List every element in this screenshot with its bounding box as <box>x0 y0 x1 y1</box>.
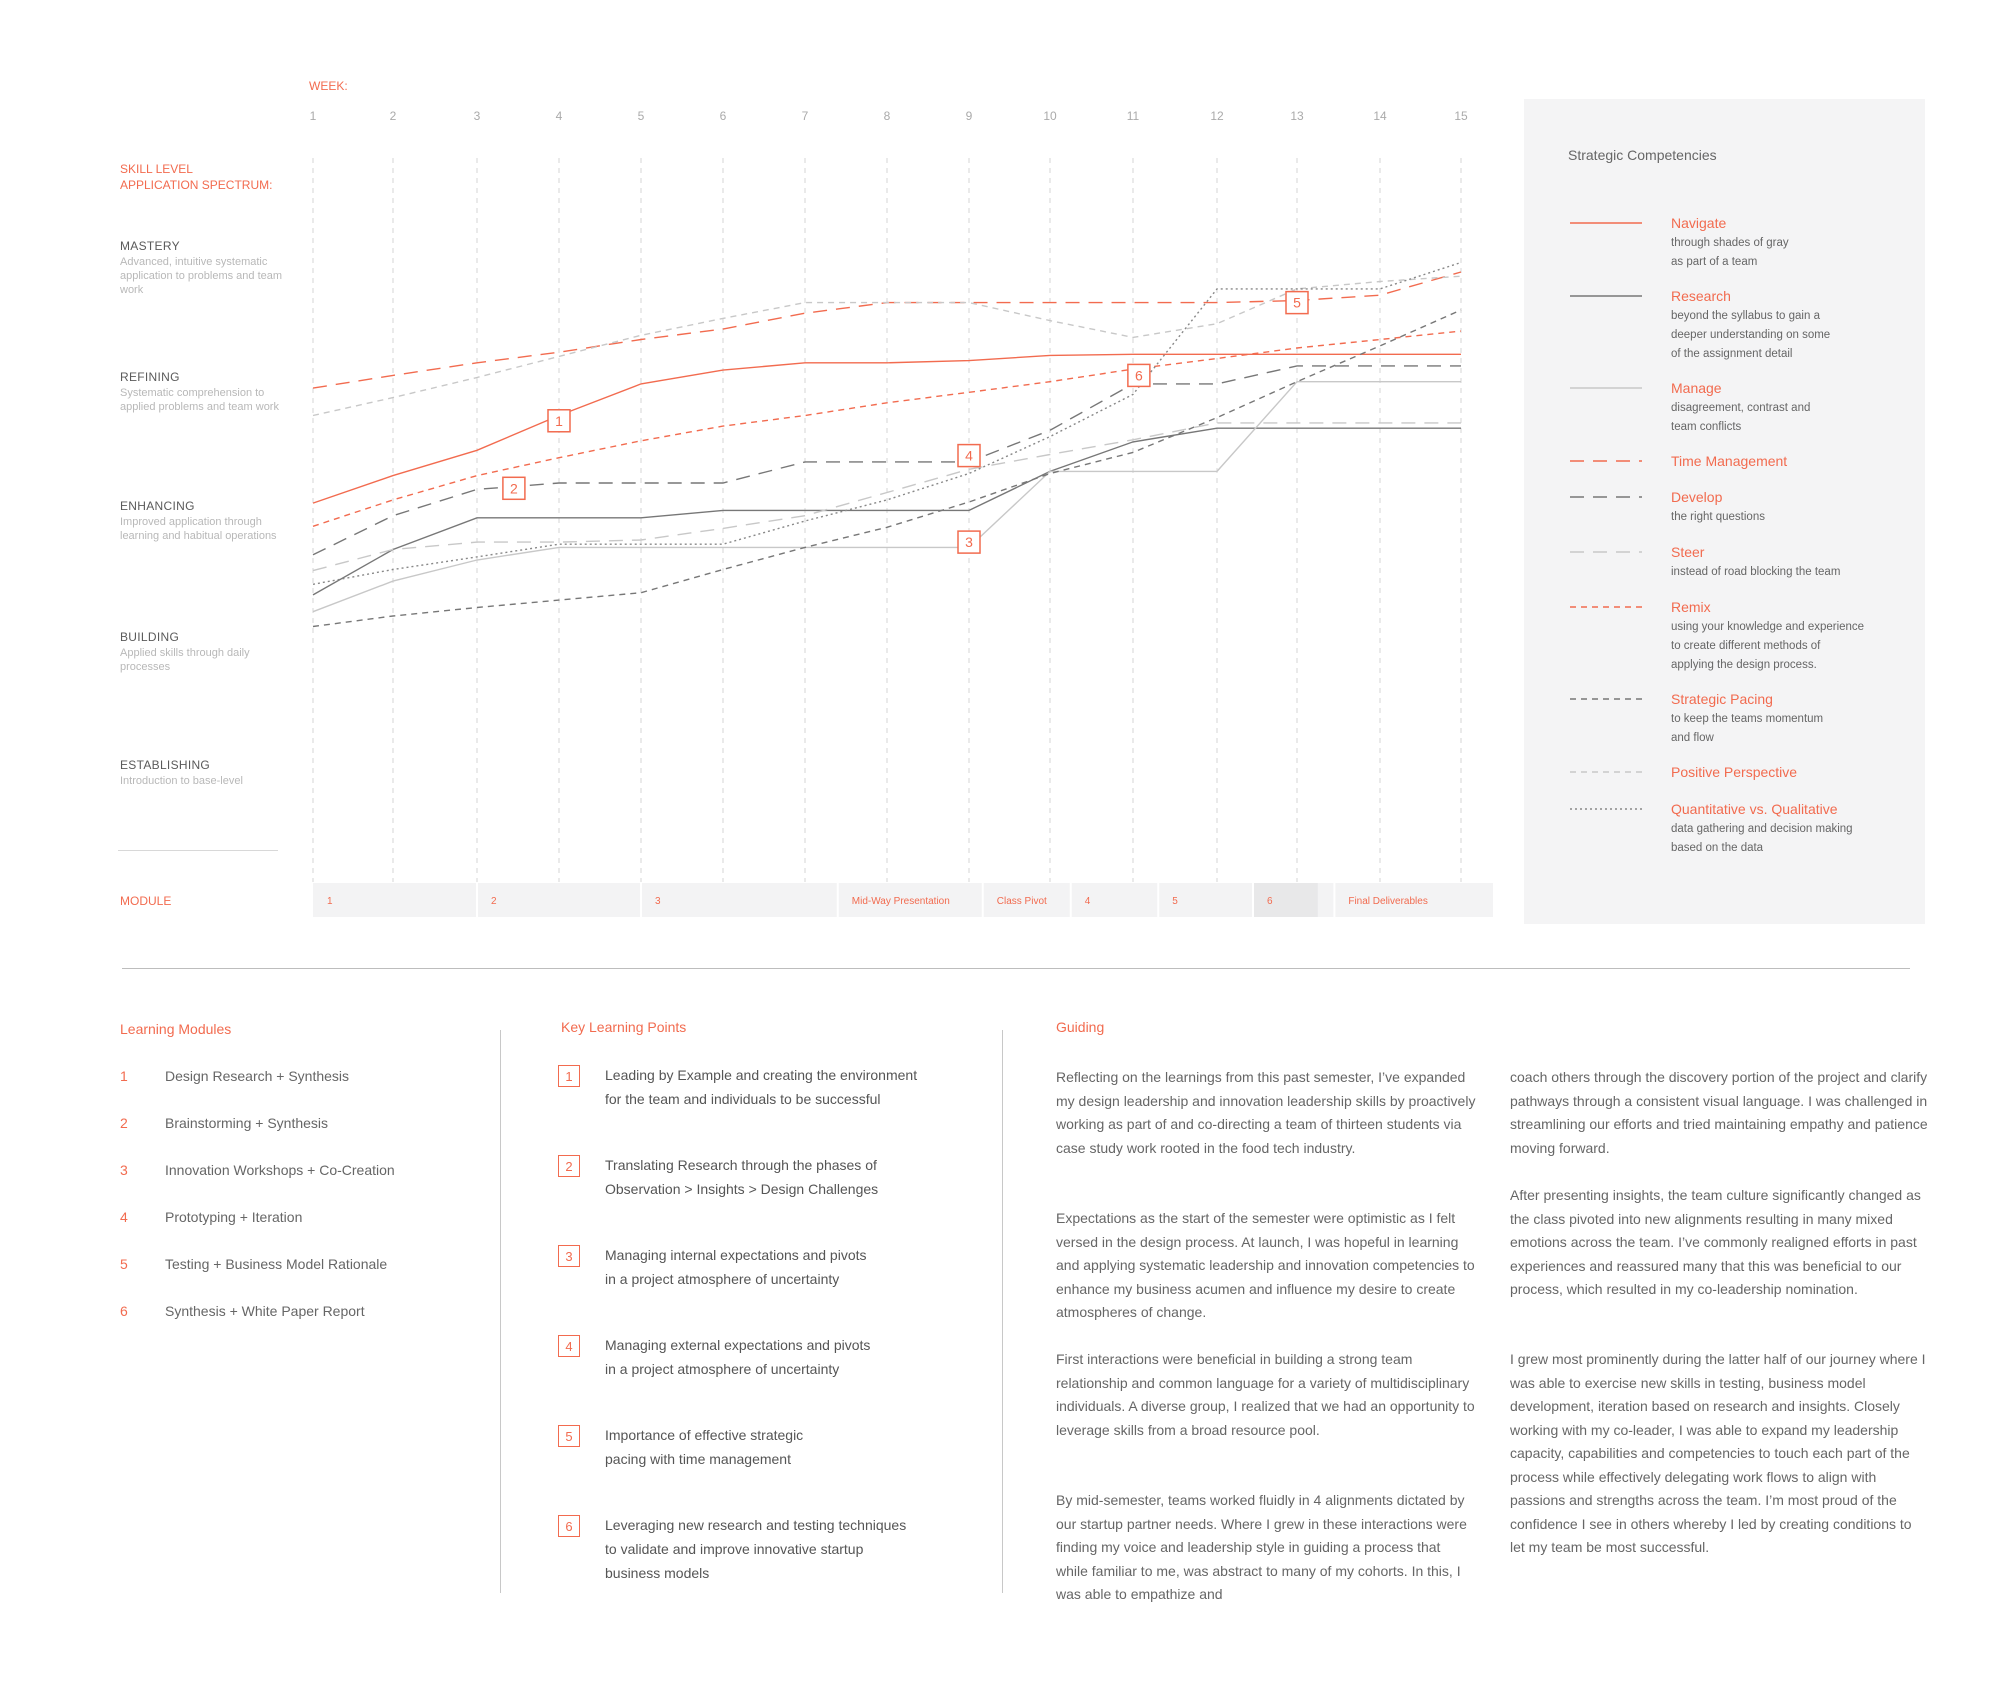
legend-item-description: beyond the syllabus to gain a deeper understanding on some of the assignment detail <box>1671 310 1831 360</box>
column-divider-2 <box>1002 1030 1003 1593</box>
key-point-text: Translating Research through the phases of Observation > Insights > Design Challenges <box>605 1157 879 1197</box>
module-label-text: 1 <box>327 896 333 907</box>
level-description: Improved application through learning and habitual operations <box>120 516 277 542</box>
legend-item-description: data gathering and decision making based on the data <box>1671 823 1853 854</box>
learning-module-number: 2 <box>120 1115 128 1131</box>
legend-panel <box>1524 99 1925 924</box>
legend-item-name: Manage <box>1671 380 1722 396</box>
module-highlight <box>1253 883 1318 917</box>
week-tick-label: 15 <box>1454 109 1468 123</box>
key-point-number-box: 6 <box>558 1515 580 1537</box>
week-tick-label: 8 <box>883 109 891 123</box>
column-divider-1 <box>500 1030 501 1593</box>
module-label-text: 2 <box>491 896 497 907</box>
legend-item-description: disagreement, contrast and team conflicts <box>1671 402 1811 433</box>
key-point-text: Leveraging new research and testing techniques to validate and improve innovative startup business models <box>605 1517 907 1581</box>
legend-item-name: Strategic Pacing <box>1671 691 1773 707</box>
guiding-paragraph: I grew most prominently during the latter half of our journey where I was able to exercise new skills in testing, business model development, iteration based on research and insights. Closely working with my co-leader, I was able to expand my leadership capacity, capabilities and competencies to touch each part of the process while effectively delegating work flows to align with passions and strengths across the team. I’m most proud of the confidence I see in others whereby I led by creating conditions to let my team be most successful. <box>1510 1351 1926 1555</box>
key-point-text: Importance of effective strategic pacing with time management <box>605 1427 804 1467</box>
series-line-manage <box>313 382 1461 612</box>
module-label-text: 4 <box>1084 896 1091 907</box>
module-label-text: 3 <box>655 896 661 907</box>
week-tick-label: 2 <box>389 109 397 123</box>
legend-item-name: Navigate <box>1671 215 1727 231</box>
key-point-text: Leading by Example and creating the environment for the team and individuals to be successful <box>605 1067 918 1107</box>
guiding-paragraph: First interactions were beneficial in building a strong team relationship and common language for a variety of multidisciplinary individuals. A diverse group, I realized that we had an opportunity to leverage skills from a broad resource pool. <box>1056 1351 1475 1438</box>
level-title: REFINING <box>120 370 180 384</box>
key-point-number-box: 4 <box>558 1335 580 1357</box>
learning-module-text: Design Research + Synthesis <box>165 1068 350 1084</box>
guiding-paragraph: By mid-semester, teams worked fluidly in 4 alignments dictated by our startup partner needs. Where I grew in these interactions were finding my voice and leadership style in guiding a process that while familiar to me, was abstract to many of my cohorts. In this, I was able to empathize and <box>1056 1492 1467 1602</box>
marker-label: 1 <box>555 412 563 429</box>
section-divider <box>122 968 1910 969</box>
week-tick-label: 4 <box>555 109 563 123</box>
level-title: ENHANCING <box>120 499 195 513</box>
week-tick-label: 10 <box>1043 109 1057 123</box>
legend-item-name: Quantitative vs. Qualitative <box>1671 801 1838 817</box>
guiding-paragraph: Expectations as the start of the semester were optimistic as I felt versed in the design process. At launch, I was hopeful in learning and applying systematic leadership and innovation competencies to enhance my business acumen and influence my desire to create atmospheres of change. <box>1056 1210 1475 1320</box>
legend-title: Strategic Competencies <box>1568 147 1717 163</box>
module-label-text: Class Pivot <box>996 896 1047 907</box>
module-label-text: Mid-Way Presentation <box>851 896 950 907</box>
spectrum-label-line2: APPLICATION SPECTRUM: <box>120 178 273 192</box>
module-label-text: 6 <box>1267 896 1273 907</box>
key-point-number-box: 1 <box>558 1065 580 1087</box>
marker-label: 3 <box>965 534 973 551</box>
marker-label: 2 <box>510 480 518 497</box>
week-tick-label: 7 <box>801 109 809 123</box>
level-description: Systematic comprehension to applied problems and team work <box>120 387 279 413</box>
legend-item-description: instead of road blocking the team <box>1671 566 1841 578</box>
key-points-title: Key Learning Points <box>561 1019 687 1035</box>
week-tick-label: 11 <box>1126 109 1140 123</box>
week-tick-label: 5 <box>637 109 645 123</box>
key-point-number-box: 3 <box>558 1245 580 1267</box>
module-label-text: Final Deliverables <box>1348 896 1428 907</box>
learning-module-number: 5 <box>120 1256 128 1272</box>
guiding-paragraph: After presenting insights, the team culture significantly changed as the class pivoted into new alignments resulting in many mixed emotions across the team. I’ve commonly realigned efforts in past experiences and reassured many that this was beneficial to our process, which resulted in my co-leadership nomination. <box>1510 1187 1921 1297</box>
level-description: Advanced, intuitive systematic application to problems and team work <box>120 256 283 296</box>
module-label-text: 5 <box>1172 896 1178 907</box>
guiding-paragraph: Reflecting on the learnings from this past semester, I’ve expanded my design leadership and innovation leadership skills by proactively working as part of and co-directing a team of thirteen students via case study work rooted in the food tech industry. <box>1056 1069 1476 1156</box>
week-tick-label: 3 <box>473 109 481 123</box>
legend-item-description: using your knowledge and experience to create different methods of applying the design process. <box>1671 621 1865 671</box>
level-description: Applied skills through daily processes <box>120 647 250 673</box>
legend-item-description: through shades of gray as part of a team <box>1671 237 1789 268</box>
guiding-title: Guiding <box>1056 1019 1105 1035</box>
level-title: BUILDING <box>120 630 180 644</box>
legend-item-name: Research <box>1671 288 1731 304</box>
legend-item-name: Develop <box>1671 489 1723 505</box>
marker-label: 5 <box>1293 294 1301 311</box>
week-tick-label: 9 <box>965 109 973 123</box>
week-tick-label: 14 <box>1373 109 1387 123</box>
marker-label: 4 <box>965 447 973 464</box>
level-title: MASTERY <box>120 239 180 253</box>
level-title: ESTABLISHING <box>120 758 211 772</box>
learning-module-number: 3 <box>120 1162 128 1178</box>
week-tick-label: 12 <box>1210 109 1224 123</box>
learning-module-text: Prototyping + Iteration <box>165 1209 303 1225</box>
legend-item-name: Steer <box>1671 544 1705 560</box>
learning-modules-title: Learning Modules <box>120 1021 232 1037</box>
spectrum-label-line1: SKILL LEVEL <box>120 162 193 176</box>
level-description: Introduction to base-level <box>120 775 243 787</box>
week-tick-label: 6 <box>719 109 727 123</box>
marker-label: 6 <box>1134 367 1143 384</box>
learning-module-text: Innovation Workshops + Co-Creation <box>165 1162 395 1178</box>
legend-item-name: Positive Perspective <box>1671 764 1798 780</box>
learning-module-text: Brainstorming + Synthesis <box>165 1115 329 1131</box>
learning-module-number: 4 <box>120 1209 128 1225</box>
legend-item-description: the right questions <box>1671 511 1765 523</box>
legend-item-name: Remix <box>1671 599 1711 615</box>
learning-module-number: 6 <box>120 1303 128 1319</box>
key-point-text: Managing external expectations and pivots in a project atmosphere of uncertainty <box>605 1337 871 1377</box>
learning-module-text: Synthesis + White Paper Report <box>165 1303 365 1319</box>
legend-item-name: Time Management <box>1671 453 1788 469</box>
key-point-text: Managing internal expectations and pivots in a project atmosphere of uncertainty <box>605 1247 867 1287</box>
key-point-number-box: 2 <box>558 1155 580 1177</box>
learning-module-number: 1 <box>120 1068 128 1084</box>
week-tick-label: 13 <box>1290 109 1304 123</box>
week-label: WEEK: <box>309 79 348 93</box>
learning-module-text: Testing + Business Model Rationale <box>165 1256 388 1272</box>
skill-chart <box>0 0 1520 930</box>
guiding-paragraph: coach others through the discovery portion of the project and clarify pathways through a consistent visual language. I was challenged in streamlining our efforts and tried maintaining empathy and patience moving forward. <box>1510 1069 1928 1156</box>
legend-item-description: to keep the teams momentum and flow <box>1671 713 1824 744</box>
key-point-number-box: 5 <box>558 1425 580 1447</box>
module-label: MODULE <box>120 894 172 908</box>
week-tick-label: 1 <box>309 109 317 123</box>
